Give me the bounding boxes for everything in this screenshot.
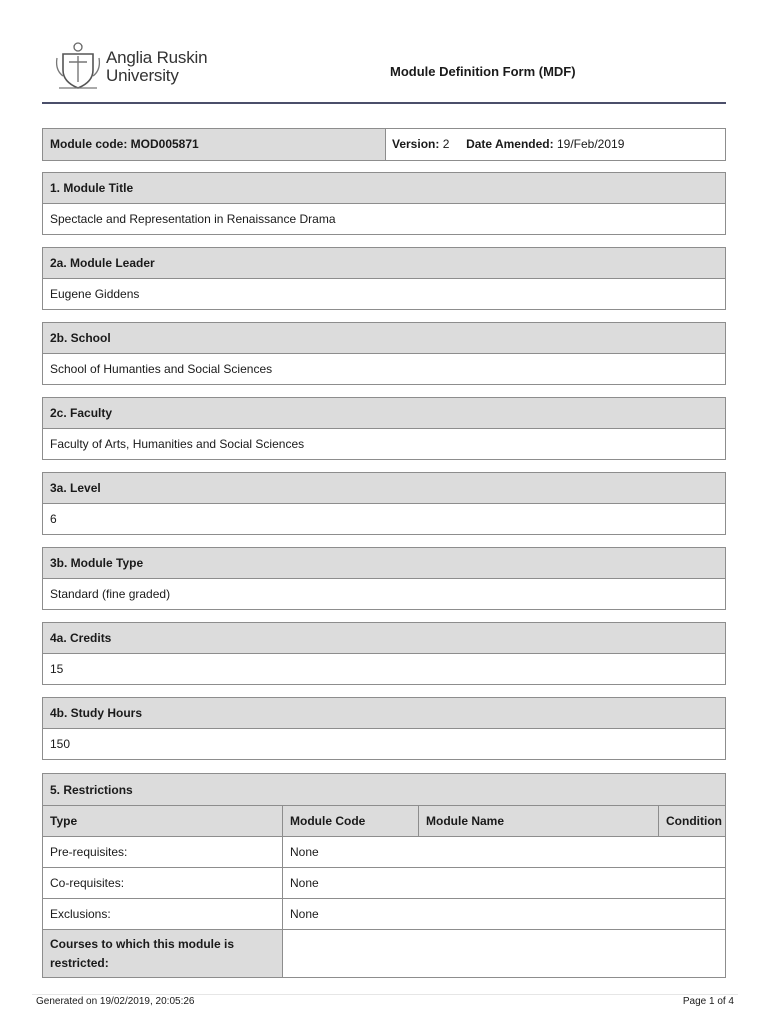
section-faculty [42, 397, 726, 460]
restrictions-heading: 5. Restrictions [43, 774, 726, 806]
courses-restricted-value [283, 930, 726, 978]
section-module-title [42, 172, 726, 235]
logo-line-2: University [106, 66, 179, 85]
version-value: 2 [442, 137, 450, 151]
column-header-type: Type [43, 806, 283, 837]
header-divider [42, 102, 726, 104]
courses-restricted-label: Courses to which this module is restricted: [43, 930, 283, 978]
section-school [42, 322, 726, 385]
table-row [43, 837, 726, 868]
logo-text [106, 49, 207, 85]
section-heading: 4b. Study Hours [43, 698, 725, 729]
restriction-value: None [283, 899, 726, 930]
page-number: Page 1 of 4 [682, 996, 734, 1007]
section-value: Eugene Giddens [50, 287, 140, 301]
document-title: Module Definition Form (MDF) [390, 64, 576, 79]
section-heading: 3a. Level [43, 473, 725, 504]
section-value: 150 [50, 737, 71, 751]
section-module-type [42, 547, 726, 610]
column-header-condition: Condition [659, 806, 726, 837]
section-module-leader [42, 247, 726, 310]
section-level [42, 472, 726, 535]
section-heading: 2b. School [43, 323, 725, 354]
crest-icon [55, 40, 101, 92]
module-code-row [42, 128, 726, 161]
restriction-value: None [283, 837, 726, 868]
date-amended-label: Date Amended: [466, 137, 554, 151]
version-label: Version: [392, 137, 440, 151]
section-value: 6 [50, 512, 57, 526]
section-credits [42, 622, 726, 685]
date-amended-value: 19/Feb/2019 [556, 137, 625, 151]
section-value: School of Humanties and Social Sciences [50, 362, 273, 376]
section-value: Spectacle and Representation in Renaissance Drama [50, 212, 336, 226]
generated-timestamp: Generated on 19/02/2019, 20:05:26 [36, 996, 195, 1007]
table-row [43, 930, 726, 978]
section-value: 15 [50, 662, 64, 676]
table-row [43, 899, 726, 930]
section-heading: 2a. Module Leader [43, 248, 725, 279]
section-study-hours [42, 697, 726, 760]
logo-line-1: Anglia Ruskin [106, 48, 208, 67]
restriction-type: Exclusions: [43, 899, 283, 930]
table-row [43, 868, 726, 899]
restriction-type: Pre-requisites: [43, 837, 283, 868]
restrictions-table [42, 773, 726, 978]
section-value: Standard (fine graded) [50, 587, 171, 601]
column-header-module-name: Module Name [419, 806, 659, 837]
section-heading: 3b. Module Type [43, 548, 725, 579]
section-heading: 1. Module Title [43, 173, 725, 204]
section-heading: 4a. Credits [43, 623, 725, 654]
section-heading: 2c. Faculty [43, 398, 725, 429]
university-logo [55, 40, 235, 92]
module-code: Module code: MOD005871 [43, 129, 386, 160]
footer-divider [32, 994, 738, 995]
restriction-value: None [283, 868, 726, 899]
section-value: Faculty of Arts, Humanities and Social Sciences [50, 437, 305, 451]
version-date-cell [386, 129, 725, 160]
restriction-type: Co-requisites: [43, 868, 283, 899]
column-header-module-code: Module Code [283, 806, 419, 837]
